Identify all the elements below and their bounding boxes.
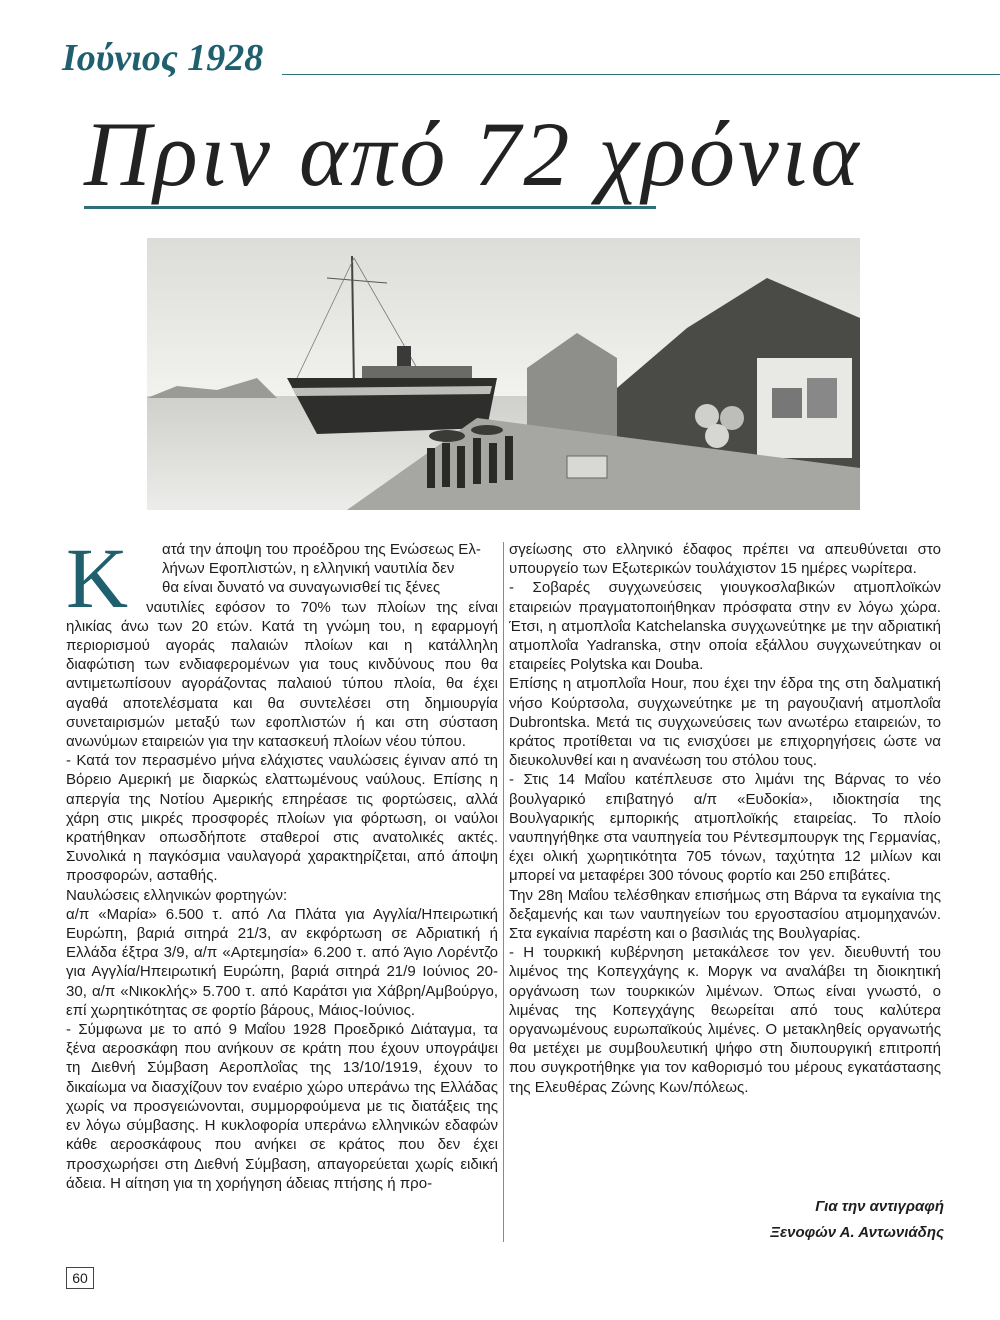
paragraph: Ναυλώσεις ελληνικών φορτηγών: (66, 886, 288, 904)
paragraph: - Κατά τον περασμένο μήνα ελάχιστες ναυλώσεις έγιναν από τη Βόρειο Αμερική με διαρκώς ελαττωμένους ναύλους. Επίσης η απεργία της Νοτίου Αμερικής επηρέασε τις φορτώσεις, αλλά χάρη στις μικρές προσφορές πλοίων για φόρτωση, οι ναύλοι κρατήθηκαν οπωσδήποτε σταθεροί στις ανατολικές ακτές. Συνολικά η παγκόσμια ναυλαγορά χαρακτηρίζεται, από άποψη προσφορών, ασταθής. (66, 752, 498, 885)
paragraph: - Στις 14 Μαΐου κατέπλευσε στο λιμάνι της Βάρνας το νέο βουλγαρικό επιβατηγό α/π «Ευδοκία», ιδιοκτησία της Βουλγαρικής εμπορικής ατμοπλοϊκής εταιρείας. Το πλοίο ναυπηγήθηκε στα ναυπηγεία του Ρέντεσμπουργκ της Γερμανίας, έχει ολική χωρητικότητα 705 τόνων, ταχύτητα 12 μιλίων και μπορεί να μεταφέρει 300 τόνους φορτίο και 250 επιβάτες. (509, 771, 941, 885)
title-underline (84, 206, 656, 209)
article-column-right (509, 540, 941, 1097)
paragraph: ναυτιλίες εφόσον το 70% των πλοίων της είναι ηλικίας άνω των 20 ετών. Κατά τη γνώμη του, η εφαρμογή περιορισμού αγοράς παλαιών πλοίων και η κατάλληλη διαφώτιση των ενδιαφερομένων για τους κινδύνους που θα αντιμετωπίσουν αγοράζοντας παλαιού τύπου πλοία, θα έχει αγαθά αποτελέσματα και θα συντελέσει στη δημιουργία συνεταιρισμών μεταξύ των εφοπλιστών ή και στη σύσταση ανωνύμων εταιρειών για την κατασκευή πλοίων νέου τύπου. (66, 598, 498, 751)
paragraph: Την 28η Μαΐου τελέσθηκαν επισήμως στη Βάρνα τα εγκαίνια της δεξαμενής και των ναυπηγείων του εργοστασίου ατμομηχανών. Στα εγκαίνια παρέστη και ο βασιλιάς της Βουλγαρίας. (509, 886, 941, 943)
column-divider (503, 542, 504, 1242)
page-title: Πριν από 72 χρόνια (84, 103, 862, 205)
signature-label: Για την αντιγραφή (815, 1198, 944, 1215)
section-label: Ιούνιος 1928 (62, 37, 264, 79)
harbor-painting (147, 238, 860, 510)
signature-name: Ξενοφών Α. Αντωνιάδης (770, 1224, 944, 1241)
page-number: 60 (66, 1267, 94, 1289)
paragraph: σγείωσης στο ελληνικό έδαφος πρέπει να απευθύνεται στο υπουργείο των Εξωτερικών τουλάχιστον 15 ημέρες νωρίτερα. (509, 541, 941, 578)
article-column-left (66, 530, 498, 1193)
paragraph: - Η τουρκική κυβέρνηση μετακάλεσε τον γεν. διευθυντή του λιμένος της Κοπεγχάγης κ. Μοργκ να αναλάβει τη διοικητική οργάνωση των τουρκικών λιμένων. Όπως είναι γνωστό, ο λιμένας της Κοπεγχάγης θεωρείται από τους καλύτερα οργανωμένους ευρωπαϊκούς λιμένες. Ο μετακληθείς οργανωτής θα μετέχει με συμβουλευτική ψήφο στη διυπουργική επιτροπή που συγκροτήθηκε για τον καθορισμό του μέρους εγκατάστασης της Ελευθέρας Ζώνης Κων/πόλεως. (509, 944, 941, 1096)
paragraph: - Σύμφωνα με το από 9 Μαΐου 1928 Προεδρικό Διάταγμα, τα ξένα αεροσκάφη που ανήκουν σε κράτη που έχουν υπογράψει τη Διεθνή Σύμβαση Αεροπλοΐας της 13/10/1919, έχουν το δικαίωμα να διασχίζουν τον εναέριο χώρο υπεράνω της Ελλάδας χωρίς να προσγειώνονται, συμμορφούμενα με τις διατάξεις της εν λόγω σύμβασης. Η κυκλοφορία υπεράνω ελληνικών εδαφών κάθε αεροσκάφους που ανήκει σε κράτος που δεν έχει προσχωρήσει στη Διεθνή Σύμβαση, απαγορεύεται χωρίς ειδική άδεια. Η αίτηση για τη χορήγηση άδειας πτήσης ή προ- (66, 1021, 498, 1192)
section-rule (282, 74, 1000, 75)
drop-cap: Κ (66, 530, 129, 626)
lead-line: ατά την άποψη του προέδρου της Ενώσεως Ελ- (162, 541, 481, 558)
paragraph: Επίσης η ατμοπλοΐα Hour, που έχει την έδρα της στη δαλματική νήσο Κούρτσολα, συγχωνεύτηκε με τη ραγουζιανή ατμοπλοΐα Dubrontska. Μετά τις συγχωνεύσεις των ανωτέρω εταιρειών, το κράτος προτίθεται να τις ενισχύσει με επιχορηγήσεις ώστε να διευκολυνθεί και η ανανέωση του στόλου τους. (509, 675, 941, 770)
paragraph: α/π «Μαρία» 6.500 τ. από Λα Πλάτα για Αγγλία/Ηπειρωτική Ευρώπη, βαριά σιτηρά 21/3, αν εκφόρτωση σε Αδριατική ή Ελλάδα έξτρα 3/9, α/π «Αρτεμησία» 6.200 τ. από Άγιο Λορέντζο για Αγγλία/Ηπειρωτική Ευρώπη, βαριά σιτηρά 21/9 Ιούνιος 20-30, α/π «Νικοκλής» 5.700 τ. από Καράτσι για Χάβρη/Αμβούργο, επί χωρητικότητας σε φορτίο βάρους, Μάιος-Ιούνιος. (66, 905, 498, 1019)
lead-line: λήνων Εφοπλιστών, η ελληνική ναυτιλία δεν (162, 560, 455, 578)
crates (567, 456, 607, 478)
lead-line: θα είναι δυνατό να συναγωνισθεί τις ξένες (162, 579, 441, 597)
paragraph: - Σοβαρές συγχωνεύσεις γιουγκοσλαβικών ατμοπλοϊκών εταιρειών πραγματοποιήθηκαν πρόσφατα στην εν λόγω χώρα. Έτσι, η ατμοπλοΐα Katchelanska συγχωνεύτηκε με την αδριατική ατμοπλοΐα Yadranska, στην οποία εξάλλου συγχωνεύτηκαν οι εταιρείες Polytska και Douba. (509, 579, 941, 674)
